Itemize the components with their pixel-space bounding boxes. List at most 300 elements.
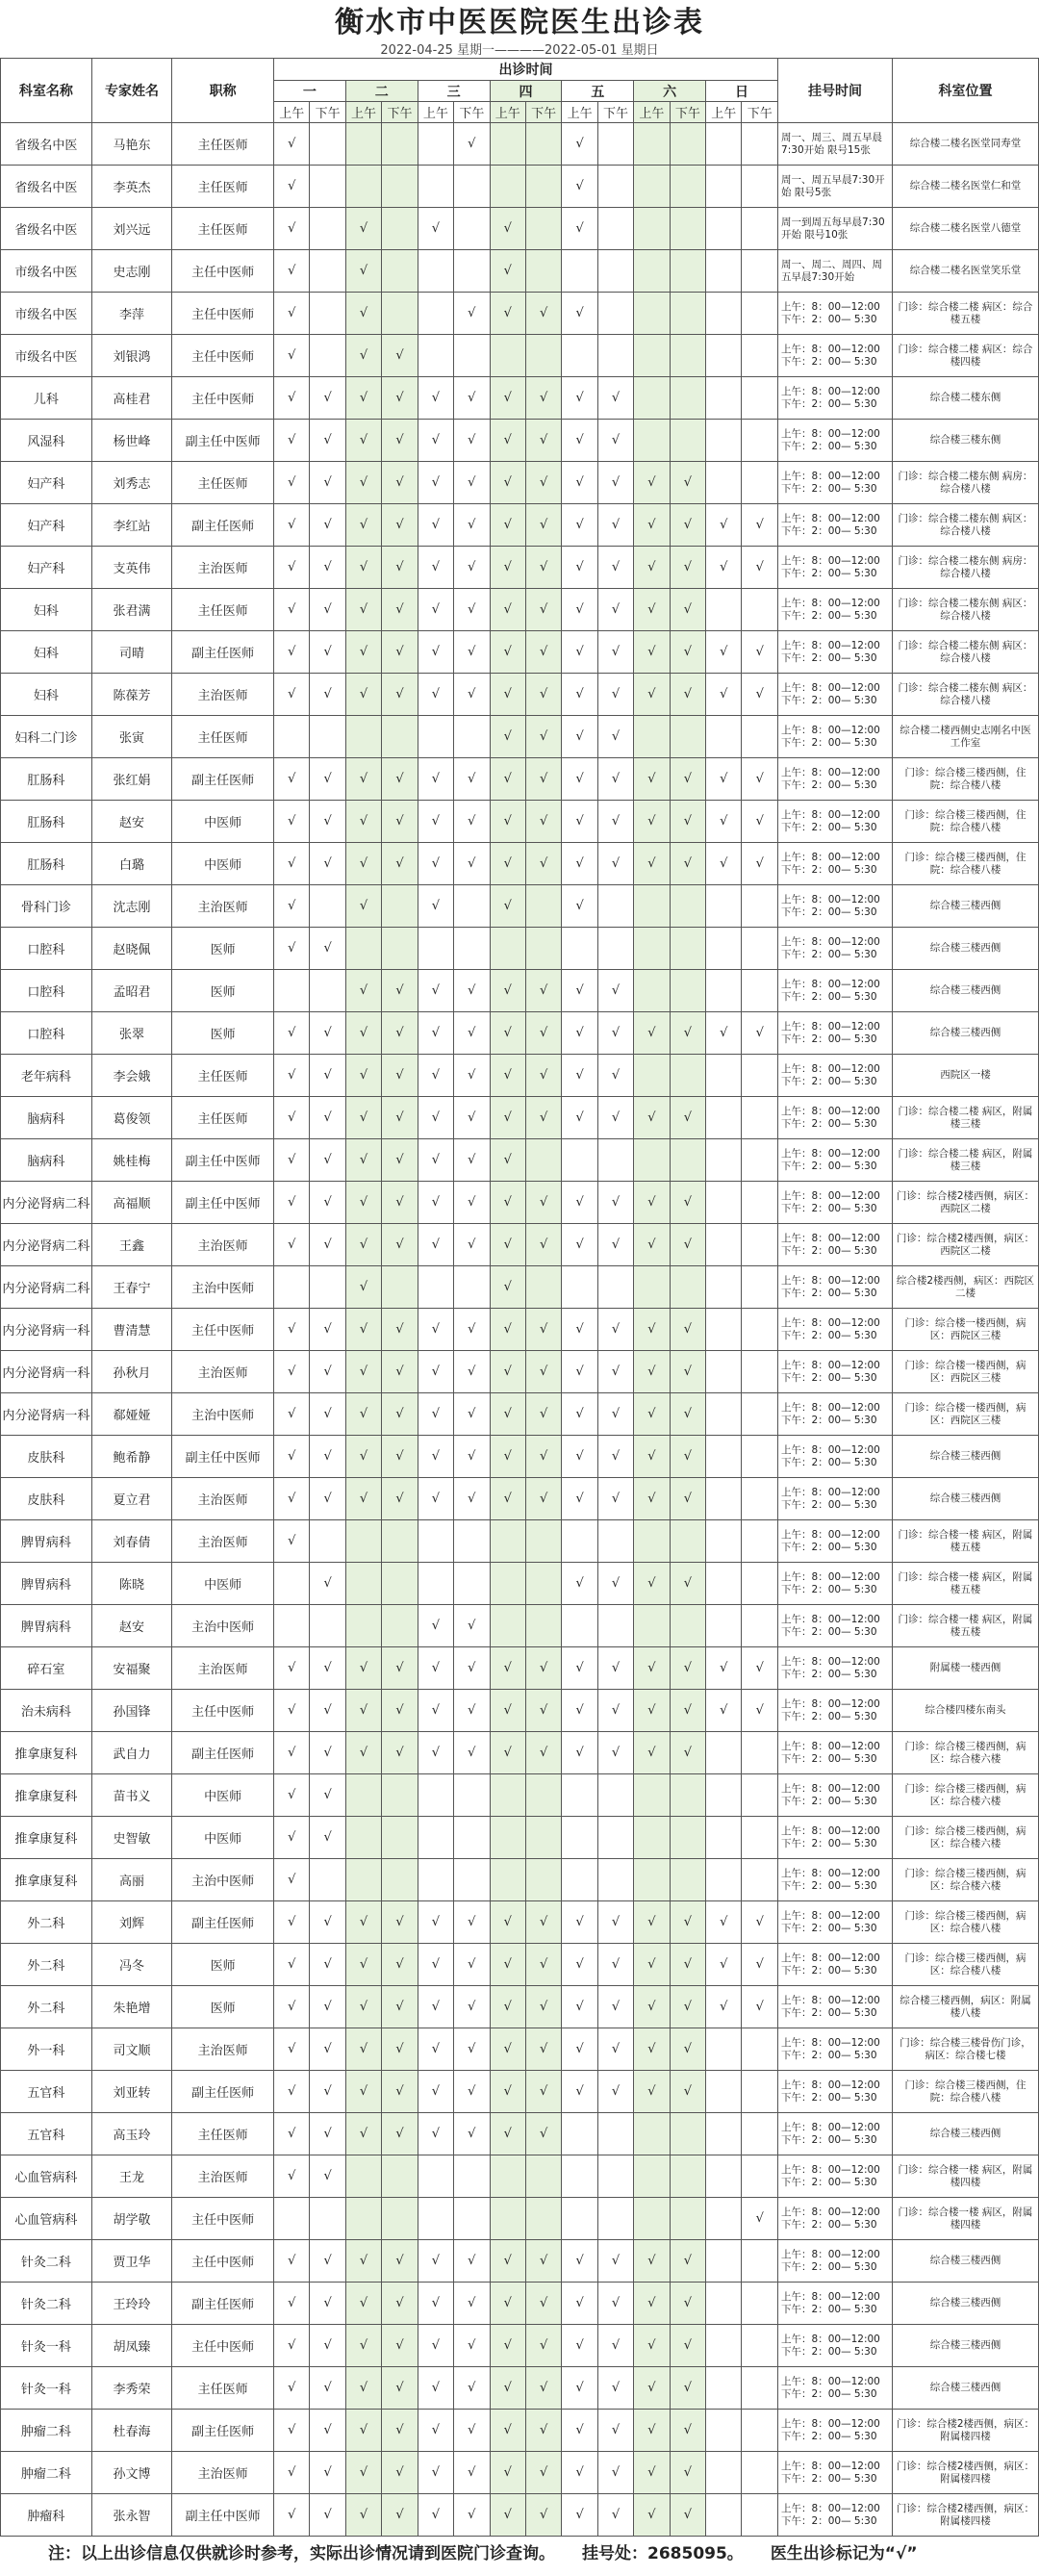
schedule-cell: √ xyxy=(274,631,310,674)
doctor-name-cell: 张翠 xyxy=(91,1012,172,1055)
table-row xyxy=(1,970,1039,1012)
schedule-cell: √ xyxy=(454,674,490,716)
schedule-cell xyxy=(742,2410,778,2452)
location-cell: 门诊：综合楼三楼西侧，住院：综合楼八楼 xyxy=(892,758,1038,801)
schedule-cell: √ xyxy=(562,2028,597,2071)
table-row xyxy=(1,1901,1039,1944)
doctor-name-cell: 李会娥 xyxy=(91,1055,172,1097)
schedule-cell: √ xyxy=(525,1732,561,1774)
schedule-cell: √ xyxy=(706,1690,742,1732)
schedule-cell: √ xyxy=(525,1055,561,1097)
schedule-cell: √ xyxy=(597,1182,633,1224)
schedule-cell: √ xyxy=(525,462,561,504)
reg-time-cell: 上午：8：00—12:00 下午：2：00— 5:30 xyxy=(778,1859,893,1901)
schedule-cell: √ xyxy=(670,2240,705,2283)
schedule-cell xyxy=(525,1139,561,1182)
reg-time-cell: 上午：8：00—12:00 下午：2：00— 5:30 xyxy=(778,631,893,674)
schedule-cell xyxy=(345,1774,381,1817)
schedule-cell: √ xyxy=(382,335,418,377)
schedule-cell: √ xyxy=(742,1690,778,1732)
schedule-cell: √ xyxy=(634,1732,670,1774)
doctor-name-cell: 马艳东 xyxy=(91,123,172,166)
schedule-cell: √ xyxy=(274,2071,310,2113)
schedule-cell: √ xyxy=(310,758,345,801)
schedule-cell: √ xyxy=(597,970,633,1012)
schedule-cell: √ xyxy=(454,1393,490,1436)
schedule-cell: √ xyxy=(706,674,742,716)
schedule-cell xyxy=(706,589,742,631)
schedule-cell xyxy=(382,1859,418,1901)
schedule-cell: √ xyxy=(274,1520,310,1563)
schedule-cell xyxy=(634,293,670,335)
table-row xyxy=(1,293,1039,335)
schedule-cell: √ xyxy=(706,1944,742,1986)
schedule-cell: √ xyxy=(597,2071,633,2113)
schedule-cell: √ xyxy=(310,1055,345,1097)
reg-time-cell: 上午：8：00—12:00 下午：2：00— 5:30 xyxy=(778,1901,893,1944)
schedule-cell: √ xyxy=(454,843,490,885)
rank-cell: 主任中医师 xyxy=(172,1690,274,1732)
schedule-cell xyxy=(706,2071,742,2113)
schedule-cell: √ xyxy=(454,547,490,589)
schedule-cell xyxy=(454,208,490,250)
schedule-cell: √ xyxy=(562,166,597,208)
doctor-name-cell: 支英伟 xyxy=(91,547,172,589)
schedule-cell xyxy=(706,1351,742,1393)
schedule-cell xyxy=(634,420,670,462)
schedule-cell xyxy=(742,1224,778,1266)
schedule-cell: √ xyxy=(634,1436,670,1478)
schedule-cell: √ xyxy=(490,1182,525,1224)
schedule-cell: √ xyxy=(562,1563,597,1605)
location-cell: 门诊：综合楼2楼西侧，病区：西院区二楼 xyxy=(892,1182,1038,1224)
schedule-cell: √ xyxy=(274,250,310,293)
schedule-cell xyxy=(525,250,561,293)
rank-cell: 副主任医师 xyxy=(172,758,274,801)
schedule-cell xyxy=(382,1605,418,1647)
schedule-cell: √ xyxy=(742,1986,778,2028)
table-row xyxy=(1,335,1039,377)
reg-time-cell: 上午：8：00—12:00 下午：2：00— 5:30 xyxy=(778,801,893,843)
schedule-cell: √ xyxy=(597,547,633,589)
schedule-cell: √ xyxy=(382,547,418,589)
schedule-cell: √ xyxy=(345,1351,381,1393)
location-cell: 门诊：综合楼一楼西侧，病区：西院区三楼 xyxy=(892,1309,1038,1351)
schedule-cell: √ xyxy=(562,1901,597,1944)
schedule-cell: √ xyxy=(454,1901,490,1944)
dept-cell: 儿科 xyxy=(1,377,92,420)
location-cell: 门诊：综合楼二楼东侧 病区：综合楼八楼 xyxy=(892,504,1038,547)
schedule-cell xyxy=(742,2113,778,2155)
rank-cell: 主任医师 xyxy=(172,462,274,504)
schedule-cell: √ xyxy=(562,1351,597,1393)
schedule-cell xyxy=(670,420,705,462)
reg-time-cell: 上午：8：00—12:00 下午：2：00— 5:30 xyxy=(778,2410,893,2452)
schedule-cell: √ xyxy=(706,1012,742,1055)
schedule-cell xyxy=(525,1563,561,1605)
location-cell: 门诊：综合楼一楼 病区，附属楼五楼 xyxy=(892,1605,1038,1647)
schedule-cell: √ xyxy=(670,1393,705,1436)
location-cell: 综合楼三楼西侧 xyxy=(892,2325,1038,2367)
doctor-name-cell: 曹清慧 xyxy=(91,1309,172,1351)
schedule-cell xyxy=(706,1224,742,1266)
location-cell: 门诊：综合楼二楼 病区，附属楼三楼 xyxy=(892,1139,1038,1182)
reg-time-cell: 上午：8：00—12:00 下午：2：00— 5:30 xyxy=(778,1309,893,1351)
dept-cell: 脑病科 xyxy=(1,1097,92,1139)
day-header: 五 xyxy=(562,81,634,102)
schedule-cell: √ xyxy=(274,2367,310,2410)
reg-time-cell: 上午：8：00—12:00 下午：2：00— 5:30 xyxy=(778,1351,893,1393)
rank-cell: 副主任中医师 xyxy=(172,1139,274,1182)
schedule-cell: √ xyxy=(382,462,418,504)
rank-cell: 副主任医师 xyxy=(172,2283,274,2325)
dept-cell: 针灸二科 xyxy=(1,2240,92,2283)
schedule-cell: √ xyxy=(490,1139,525,1182)
schedule-cell: √ xyxy=(490,843,525,885)
schedule-cell xyxy=(490,166,525,208)
am-header: 上午 xyxy=(345,102,381,123)
schedule-cell: √ xyxy=(382,2283,418,2325)
dept-cell: 肛肠科 xyxy=(1,843,92,885)
schedule-cell xyxy=(597,250,633,293)
schedule-cell: √ xyxy=(274,2452,310,2494)
schedule-cell xyxy=(382,928,418,970)
schedule-cell: √ xyxy=(562,1436,597,1478)
dept-cell: 治未病科 xyxy=(1,1690,92,1732)
dept-cell: 妇科二门诊 xyxy=(1,716,92,758)
schedule-cell: √ xyxy=(345,335,381,377)
table-row xyxy=(1,1647,1039,1690)
schedule-cell: √ xyxy=(274,547,310,589)
schedule-cell: √ xyxy=(706,801,742,843)
schedule-cell: √ xyxy=(490,1393,525,1436)
schedule-cell: √ xyxy=(706,547,742,589)
schedule-cell: √ xyxy=(418,462,453,504)
schedule-cell: √ xyxy=(454,1986,490,2028)
schedule-cell: √ xyxy=(597,504,633,547)
doctor-name-cell: 孙文博 xyxy=(91,2452,172,2494)
schedule-cell: √ xyxy=(597,1097,633,1139)
schedule-cell: √ xyxy=(490,293,525,335)
schedule-cell: √ xyxy=(345,1901,381,1944)
schedule-cell xyxy=(382,2155,418,2198)
schedule-cell: √ xyxy=(454,1351,490,1393)
rank-cell: 主治医师 xyxy=(172,1647,274,1690)
schedule-cell xyxy=(345,928,381,970)
schedule-cell: √ xyxy=(345,631,381,674)
dept-cell: 内分泌肾病一科 xyxy=(1,1309,92,1351)
schedule-cell: √ xyxy=(310,1774,345,1817)
schedule-cell xyxy=(670,123,705,166)
schedule-cell xyxy=(597,1859,633,1901)
dept-cell: 推拿康复科 xyxy=(1,1859,92,1901)
schedule-cell xyxy=(597,123,633,166)
header-reg: 挂号时间 xyxy=(778,59,893,123)
schedule-cell: √ xyxy=(310,631,345,674)
schedule-cell xyxy=(418,1563,453,1605)
doctor-name-cell: 姚桂梅 xyxy=(91,1139,172,1182)
schedule-cell xyxy=(597,1139,633,1182)
rank-cell: 主治医师 xyxy=(172,547,274,589)
schedule-cell xyxy=(490,1817,525,1859)
reg-time-cell: 上午：8：00—12:00 下午：2：00— 5:30 xyxy=(778,1393,893,1436)
schedule-cell xyxy=(742,1097,778,1139)
reg-time-cell: 上午：8：00—12:00 下午：2：00— 5:30 xyxy=(778,1605,893,1647)
table-row xyxy=(1,589,1039,631)
schedule-cell: √ xyxy=(634,2367,670,2410)
rank-cell: 副主任中医师 xyxy=(172,1436,274,1478)
dept-cell: 内分泌肾病二科 xyxy=(1,1266,92,1309)
schedule-cell: √ xyxy=(310,2283,345,2325)
schedule-cell: √ xyxy=(418,1351,453,1393)
schedule-cell: √ xyxy=(670,2283,705,2325)
rank-cell: 主任中医师 xyxy=(172,2240,274,2283)
pm-header: 下午 xyxy=(382,102,418,123)
schedule-cell xyxy=(634,928,670,970)
dept-cell: 五官科 xyxy=(1,2113,92,2155)
location-cell: 门诊：综合楼二楼 病区，附属楼三楼 xyxy=(892,1097,1038,1139)
dept-cell: 肛肠科 xyxy=(1,801,92,843)
location-cell: 门诊：综合楼一楼 病区，附属楼四楼 xyxy=(892,2198,1038,2240)
schedule-cell: √ xyxy=(525,1012,561,1055)
schedule-cell: √ xyxy=(382,1139,418,1182)
schedule-cell: √ xyxy=(454,293,490,335)
schedule-cell xyxy=(274,1605,310,1647)
schedule-cell: √ xyxy=(345,1182,381,1224)
schedule-cell: √ xyxy=(525,843,561,885)
schedule-cell: √ xyxy=(597,631,633,674)
schedule-cell: √ xyxy=(706,1647,742,1690)
schedule-cell: √ xyxy=(670,1478,705,1520)
schedule-cell xyxy=(525,2155,561,2198)
footer-legend: 医生出诊标记为“√” xyxy=(770,2544,918,2563)
doctor-name-cell: 刘秀志 xyxy=(91,462,172,504)
schedule-cell: √ xyxy=(310,2410,345,2452)
schedule-cell: √ xyxy=(418,208,453,250)
schedule-cell: √ xyxy=(490,1436,525,1478)
schedule-cell: √ xyxy=(345,2494,381,2537)
schedule-cell: √ xyxy=(274,2494,310,2537)
schedule-cell: √ xyxy=(670,801,705,843)
am-header: 上午 xyxy=(490,102,525,123)
schedule-cell xyxy=(742,1478,778,1520)
schedule-cell xyxy=(670,166,705,208)
reg-time-cell: 上午：8：00—12:00 下午：2：00— 5:30 xyxy=(778,1224,893,1266)
schedule-cell xyxy=(454,1859,490,1901)
schedule-cell xyxy=(418,2198,453,2240)
schedule-cell: √ xyxy=(345,1097,381,1139)
schedule-cell: √ xyxy=(525,2494,561,2537)
schedule-cell: √ xyxy=(597,2325,633,2367)
schedule-cell xyxy=(310,293,345,335)
schedule-cell: √ xyxy=(382,377,418,420)
schedule-cell: √ xyxy=(562,2325,597,2367)
schedule-cell: √ xyxy=(490,1732,525,1774)
schedule-cell xyxy=(742,716,778,758)
schedule-cell xyxy=(310,335,345,377)
schedule-cell: √ xyxy=(525,1351,561,1393)
schedule-cell: √ xyxy=(418,1182,453,1224)
schedule-cell xyxy=(490,2198,525,2240)
table-row xyxy=(1,1690,1039,1732)
location-cell: 综合楼三楼东侧 xyxy=(892,420,1038,462)
table-row xyxy=(1,1351,1039,1393)
pm-header: 下午 xyxy=(597,102,633,123)
rank-cell: 副主任医师 xyxy=(172,2071,274,2113)
schedule-cell: √ xyxy=(525,1986,561,2028)
schedule-cell: √ xyxy=(418,2494,453,2537)
dept-cell: 口腔科 xyxy=(1,928,92,970)
schedule-cell: √ xyxy=(597,1986,633,2028)
schedule-cell: √ xyxy=(345,801,381,843)
schedule-cell: √ xyxy=(670,1309,705,1351)
schedule-cell xyxy=(597,335,633,377)
dept-cell: 妇产科 xyxy=(1,547,92,589)
schedule-cell: √ xyxy=(634,1944,670,1986)
pm-header: 下午 xyxy=(525,102,561,123)
schedule-cell: √ xyxy=(634,1309,670,1351)
location-cell: 综合楼二楼名医堂笑乐堂 xyxy=(892,250,1038,293)
schedule-cell: √ xyxy=(706,504,742,547)
location-cell: 门诊：综合楼三楼西侧，住院：综合楼八楼 xyxy=(892,801,1038,843)
schedule-cell: √ xyxy=(525,2452,561,2494)
table-row xyxy=(1,2410,1039,2452)
schedule-cell: √ xyxy=(310,504,345,547)
schedule-cell xyxy=(525,1774,561,1817)
doctor-name-cell: 高福顺 xyxy=(91,1182,172,1224)
schedule-cell: √ xyxy=(382,1944,418,1986)
schedule-cell xyxy=(562,1605,597,1647)
schedule-cell: √ xyxy=(418,2367,453,2410)
schedule-cell xyxy=(274,716,310,758)
dept-cell: 脾胃病科 xyxy=(1,1605,92,1647)
schedule-cell: √ xyxy=(562,420,597,462)
schedule-cell: √ xyxy=(525,2367,561,2410)
schedule-cell xyxy=(634,335,670,377)
schedule-cell xyxy=(670,2198,705,2240)
table-row xyxy=(1,801,1039,843)
doctor-name-cell: 刘辉 xyxy=(91,1901,172,1944)
schedule-cell: √ xyxy=(345,1986,381,2028)
schedule-cell: √ xyxy=(525,970,561,1012)
schedule-cell xyxy=(525,2198,561,2240)
schedule-cell xyxy=(454,885,490,928)
dept-cell: 内分泌肾病一科 xyxy=(1,1351,92,1393)
schedule-cell xyxy=(670,970,705,1012)
dept-cell: 脾胃病科 xyxy=(1,1563,92,1605)
rank-cell: 主治中医师 xyxy=(172,1266,274,1309)
schedule-cell: √ xyxy=(562,1393,597,1436)
schedule-cell: √ xyxy=(382,1224,418,1266)
schedule-cell xyxy=(634,1520,670,1563)
schedule-cell: √ xyxy=(454,2113,490,2155)
schedule-cell xyxy=(490,928,525,970)
schedule-cell: √ xyxy=(670,2494,705,2537)
schedule-cell: √ xyxy=(525,2028,561,2071)
schedule-cell: √ xyxy=(382,2113,418,2155)
schedule-cell xyxy=(706,420,742,462)
schedule-cell: √ xyxy=(670,2367,705,2410)
am-header: 上午 xyxy=(562,102,597,123)
rank-cell: 主治医师 xyxy=(172,1520,274,1563)
schedule-cell: √ xyxy=(490,716,525,758)
dept-cell: 老年病科 xyxy=(1,1055,92,1097)
schedule-cell xyxy=(418,335,453,377)
table-row xyxy=(1,2452,1039,2494)
schedule-cell: √ xyxy=(274,1478,310,1520)
dept-cell: 推拿康复科 xyxy=(1,1732,92,1774)
schedule-cell: √ xyxy=(706,631,742,674)
schedule-cell: √ xyxy=(310,1309,345,1351)
schedule-cell: √ xyxy=(274,1859,310,1901)
schedule-cell xyxy=(454,335,490,377)
schedule-cell xyxy=(418,1520,453,1563)
doctor-name-cell: 史智敏 xyxy=(91,1817,172,1859)
reg-time-cell: 上午：8：00—12:00 下午：2：00— 5:30 xyxy=(778,1944,893,1986)
schedule-cell xyxy=(634,1859,670,1901)
schedule-cell xyxy=(525,166,561,208)
table-row xyxy=(1,250,1039,293)
schedule-cell xyxy=(706,1478,742,1520)
schedule-cell: √ xyxy=(525,2325,561,2367)
rank-cell: 主任医师 xyxy=(172,2113,274,2155)
location-cell: 综合楼二楼东侧 xyxy=(892,377,1038,420)
table-row xyxy=(1,1436,1039,1478)
schedule-cell: √ xyxy=(742,674,778,716)
schedule-cell: √ xyxy=(310,2240,345,2283)
dept-cell: 外一科 xyxy=(1,2028,92,2071)
reg-time-cell: 上午：8：00—12:00 下午：2：00— 5:30 xyxy=(778,2155,893,2198)
schedule-cell: √ xyxy=(634,589,670,631)
schedule-cell xyxy=(454,928,490,970)
schedule-cell xyxy=(454,1774,490,1817)
schedule-cell: √ xyxy=(418,2113,453,2155)
rank-cell: 副主任医师 xyxy=(172,2410,274,2452)
schedule-cell xyxy=(706,250,742,293)
schedule-cell: √ xyxy=(597,377,633,420)
table-row xyxy=(1,1393,1039,1436)
rank-cell: 副主任医师 xyxy=(172,1732,274,1774)
schedule-cell: √ xyxy=(345,2028,381,2071)
schedule-cell xyxy=(274,2198,310,2240)
schedule-cell: √ xyxy=(454,1732,490,1774)
schedule-cell: √ xyxy=(562,674,597,716)
schedule-cell: √ xyxy=(490,2113,525,2155)
schedule-cell xyxy=(742,2240,778,2283)
schedule-cell xyxy=(382,1266,418,1309)
pm-header: 下午 xyxy=(670,102,705,123)
schedule-cell xyxy=(310,885,345,928)
schedule-cell: √ xyxy=(345,250,381,293)
rank-cell: 主任医师 xyxy=(172,123,274,166)
schedule-cell xyxy=(706,2028,742,2071)
schedule-cell xyxy=(345,1563,381,1605)
dept-cell: 皮肤科 xyxy=(1,1436,92,1478)
location-cell: 门诊：综合楼三楼西侧，住院：综合楼八楼 xyxy=(892,2071,1038,2113)
reg-time-cell: 上午：8：00—12:00 下午：2：00— 5:30 xyxy=(778,1563,893,1605)
schedule-cell xyxy=(490,1520,525,1563)
schedule-cell xyxy=(706,2452,742,2494)
doctor-name-cell: 赵安 xyxy=(91,1605,172,1647)
schedule-cell: √ xyxy=(418,1097,453,1139)
schedule-cell: √ xyxy=(274,2028,310,2071)
schedule-cell: √ xyxy=(310,1139,345,1182)
schedule-cell xyxy=(670,2113,705,2155)
footer-note: 注：以上出诊信息仅供就诊时参考，实际出诊情况请到医院门诊查询。 xyxy=(48,2544,555,2563)
schedule-cell: √ xyxy=(310,377,345,420)
schedule-cell: √ xyxy=(310,1182,345,1224)
schedule-cell: √ xyxy=(310,1690,345,1732)
